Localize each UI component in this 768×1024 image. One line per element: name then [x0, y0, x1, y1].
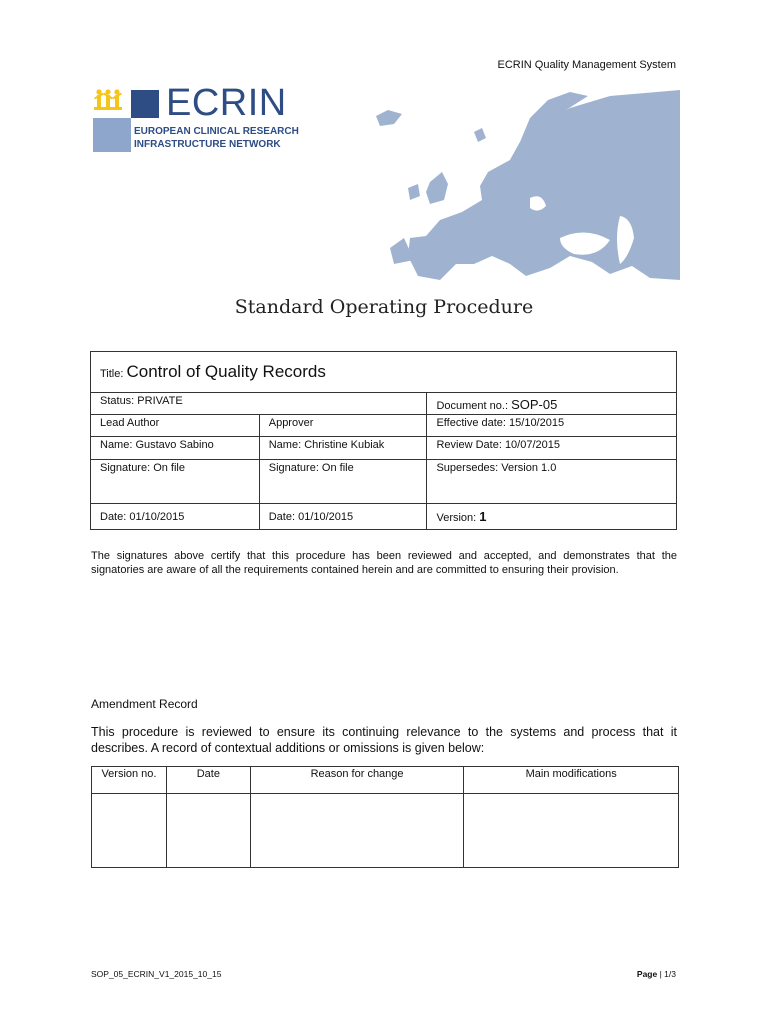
amendment-heading: Amendment Record [91, 697, 198, 711]
document-no-label: Document no.: [436, 400, 509, 412]
certification-statement: The signatures above certify that this procedure has been reviewed and accepted, and demonstrates that the signatories are aware of all the requirements contained herein and are committed to ensuring their provision. [91, 550, 677, 576]
col-date: Date [166, 767, 250, 794]
europe-map-icon [370, 88, 680, 280]
author-date: Date: 01/10/2015 [91, 504, 260, 530]
effective-date: Effective date: 15/10/2015 [427, 415, 677, 437]
status-cell: Status: PRIVATE [91, 393, 427, 415]
document-title: Standard Operating Procedure [234, 296, 534, 318]
logo-block-light [93, 118, 131, 152]
table-row [92, 794, 679, 868]
version-label: Version: [436, 512, 477, 524]
col-version-no: Version no. [92, 767, 167, 794]
amendment-table [91, 766, 679, 868]
document-no-cell [427, 393, 677, 415]
title-label: Title: [100, 368, 124, 380]
approver-header: Approver [259, 415, 427, 437]
document-no-value: SOP-05 [511, 397, 558, 412]
approver-signature: Signature: On file [259, 460, 427, 504]
author-signature: Signature: On file [91, 460, 260, 504]
logo-subtitle-line1: EUROPEAN CLINICAL RESEARCH [134, 126, 299, 137]
empty-cell [92, 794, 167, 868]
version-cell [427, 504, 677, 530]
version-value: 1 [479, 509, 487, 524]
empty-cell [166, 794, 250, 868]
logo-subtitle-line2: INFRASTRUCTURE NETWORK [134, 139, 281, 150]
empty-cell [464, 794, 679, 868]
review-date: Review Date: 10/07/2015 [427, 437, 677, 460]
title-value: Control of Quality Records [126, 362, 326, 381]
amendment-intro: This procedure is reviewed to ensure its continuing relevance to the systems and process that it describes. A record of contextual additions or omissions is given below: [91, 725, 677, 755]
approver-date: Date: 01/10/2015 [259, 504, 427, 530]
title-cell [91, 352, 677, 393]
supersedes: Supersedes: Version 1.0 [427, 460, 677, 504]
logo-figures-icon [94, 89, 122, 110]
logo-wordmark: ECRIN [166, 82, 287, 124]
col-modifications: Main modifications [464, 767, 679, 794]
footer-page-number: Page | 1/3 [636, 969, 676, 979]
footer-page-label: Page [636, 969, 658, 979]
logo-block-dark [131, 90, 159, 118]
logo-subtitle [134, 125, 299, 151]
empty-cell [250, 794, 464, 868]
author-name: Name: Gustavo Sabino [91, 437, 260, 460]
footer-doc-code: SOP_05_ECRIN_V1_2015_10_15 [91, 969, 222, 979]
approver-name: Name: Christine Kubiak [259, 437, 427, 460]
header-system-name: ECRIN Quality Management System [497, 59, 676, 71]
footer-page-value: 1/3 [664, 969, 676, 979]
document-meta-table [90, 351, 677, 530]
lead-author-header: Lead Author [91, 415, 260, 437]
col-reason: Reason for change [250, 767, 464, 794]
